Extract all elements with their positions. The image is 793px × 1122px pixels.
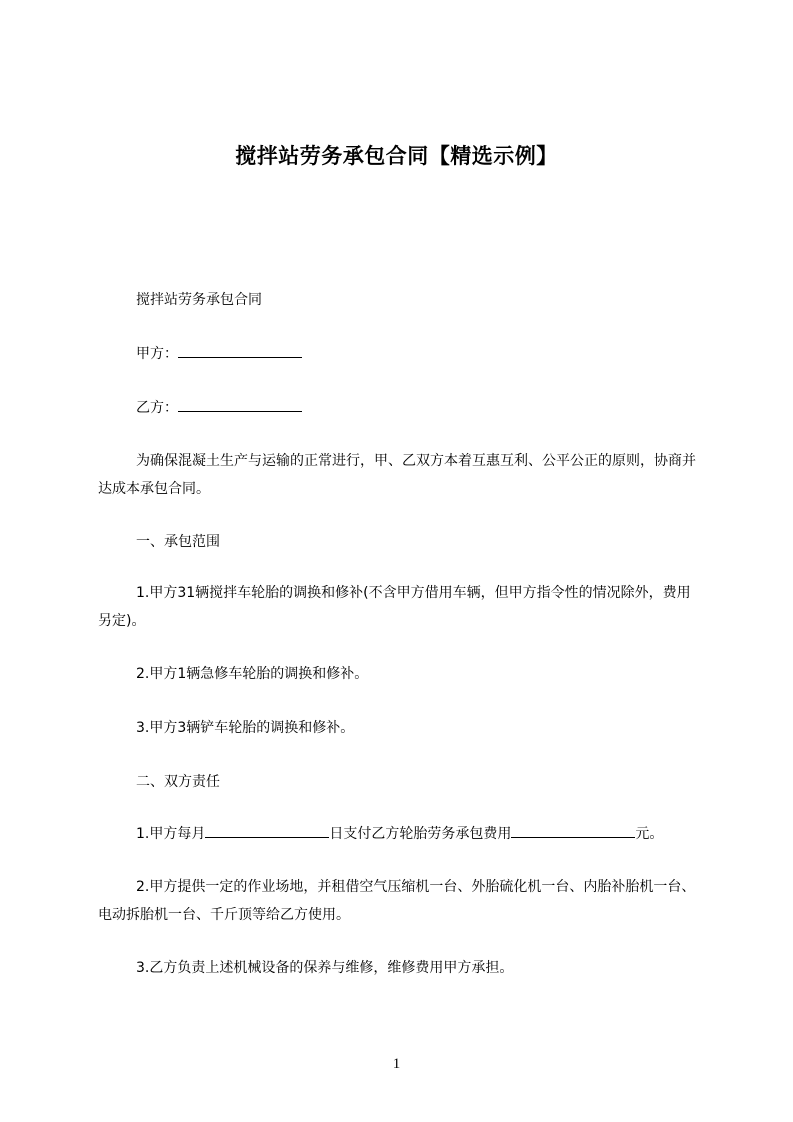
document-title: 搅拌站劳务承包合同【精选示例】: [235, 144, 558, 168]
payment-day-blank: [205, 823, 329, 838]
section2-item1-part3: 元。: [635, 826, 664, 842]
section2-item1-part2: 日支付乙方轮胎劳务承包费用: [329, 826, 512, 842]
payment-amount-blank: [511, 823, 635, 838]
section1-item1: 1.甲方31辆搅拌车轮胎的调换和修补(不含甲方借用车辆，但甲方指令性的情况除外，费用另定)。: [98, 585, 691, 629]
contract-subtitle: 搅拌站劳务承包合同: [136, 292, 262, 308]
page-number: 1: [392, 1056, 401, 1072]
party-b-blank: [178, 397, 302, 412]
party-a-line: [98, 340, 702, 368]
section2-item1-part1: 1.甲方每月: [136, 826, 206, 842]
section2-item2: 2.甲方提供一定的作业场地，并租借空气压缩机一台、外胎硫化机一台、内胎补胎机一台、电动拆胎机一台、千斤顶等给乙方使用。: [98, 879, 696, 923]
section1-item2: 2.甲方1辆急修车轮胎的调换和修补。: [136, 666, 369, 682]
party-a-label: 甲方：: [136, 346, 178, 362]
party-b-label: 乙方：: [136, 400, 178, 416]
section2-heading: 二、双方责任: [136, 774, 220, 790]
section2-item1: [98, 820, 702, 848]
section1-heading: 一、承包范围: [136, 534, 220, 550]
section2-item3: 3.乙方负责上述机械设备的保养与维修，维修费用甲方承担。: [136, 960, 514, 976]
section1-item3: 3.甲方3辆铲车轮胎的调换和修补。: [136, 720, 355, 736]
party-b-line: [98, 394, 702, 422]
party-a-blank: [178, 343, 302, 358]
intro-paragraph: 为确保混凝土生产与运输的正常进行，甲、乙双方本着互惠互利、公平公正的原则，协商并达成本承包合同。: [98, 453, 696, 497]
